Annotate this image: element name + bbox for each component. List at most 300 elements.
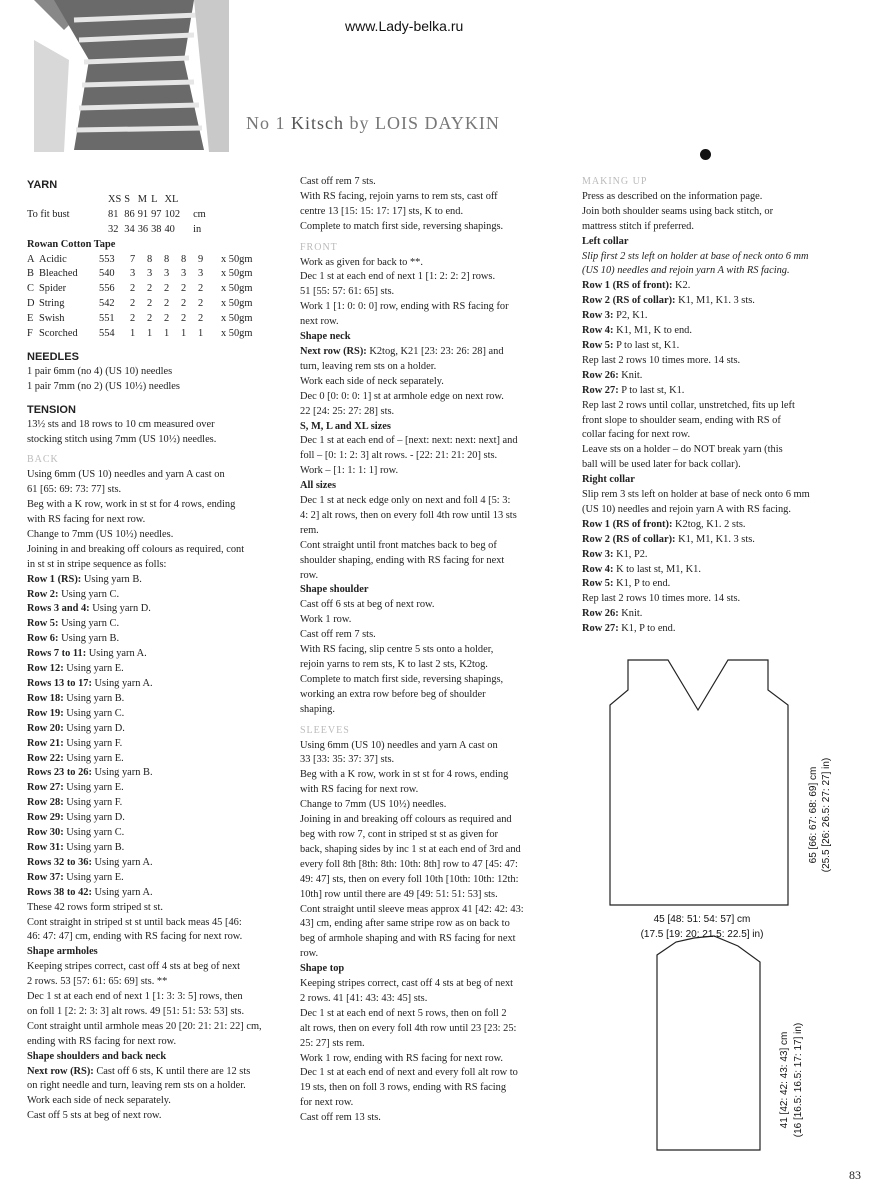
- yarn-size-table: [27, 193, 209, 238]
- text-line: rem.: [300, 524, 319, 536]
- instruction-row: [27, 707, 289, 722]
- quantity: 2: [181, 313, 187, 325]
- instruction-row: [27, 737, 289, 752]
- text-line: row.: [300, 948, 319, 960]
- model-photo: [34, 0, 229, 152]
- stripe-rows: [27, 573, 289, 901]
- next-row-line: [27, 1065, 289, 1080]
- column-2: [300, 175, 562, 1126]
- colour-letter: F: [27, 328, 33, 340]
- colour-row: [27, 267, 255, 282]
- text-line: Beg with a K row, work in st st for 4 rows, ending: [300, 769, 509, 781]
- text-line: turn, leaving rem sts on a holder.: [300, 360, 437, 372]
- text-line: Keeping stripes correct, cast off 4 sts at beg of next: [27, 961, 241, 973]
- text-line: Dec 1 st at each end of next 5 rows, then on foll 2: [300, 1007, 507, 1019]
- text-line: beg of armhole shaping and with RS facing for next: [300, 933, 516, 945]
- colour-code: 554: [99, 328, 115, 340]
- row-label: Row 37:: [27, 871, 64, 883]
- instruction-row: [27, 677, 289, 692]
- text-line: Work 1 [1: 0: 0: 0] row, ending with RS facing for: [300, 301, 509, 313]
- body-width-in-dim: (17.5 [19: 20: 21.5: 22.5] in): [640, 929, 764, 940]
- row-text: Using yarn D.: [89, 603, 151, 615]
- colour-letter: A: [27, 253, 35, 265]
- text-line: Cast off rem 7 sts.: [300, 176, 376, 187]
- shoulders-heading: Shape shoulders and back neck: [27, 1050, 167, 1062]
- row-text: Using yarn B.: [63, 692, 125, 704]
- left-collar-end: [582, 399, 847, 474]
- colour-letter: B: [27, 268, 34, 280]
- instruction-row: [27, 781, 289, 796]
- tension-line: stocking stitch using 7mm (US 10½) needles.: [27, 433, 217, 445]
- bust-unit: cm: [193, 208, 206, 220]
- text-line: With RS facing, rejoin yarns to rem sts, cast off: [300, 190, 498, 202]
- back-continued: [300, 175, 562, 235]
- all-sizes-heading: All sizes: [300, 480, 337, 492]
- site-url: www.Lady-belka.ru: [345, 18, 464, 34]
- quantity: 2: [198, 283, 204, 295]
- bust-in-value: 32: [108, 223, 119, 235]
- text-line: Work each side of neck separately.: [27, 1095, 171, 1107]
- text-line: Dec 1 st at neck edge only on next and foll 4 [5: 3:: [300, 495, 511, 507]
- colour-name: Swish: [39, 313, 65, 325]
- text-line: Complete to match first side, reversing shapings.: [300, 220, 504, 232]
- text-line: back, shaping sides by inc 1 st at each end of 3rd and: [300, 843, 521, 855]
- instruction-row: [27, 662, 289, 677]
- tape-heading: Rowan Cotton Tape: [27, 238, 116, 250]
- text-line: collar facing for next row.: [582, 429, 691, 441]
- size-s: S: [124, 193, 131, 205]
- instruction-row: [27, 573, 289, 588]
- row-label: Row 3:: [582, 548, 614, 560]
- row-text: Using yarn B.: [81, 573, 142, 585]
- bust-unit: in: [193, 223, 202, 235]
- row-label: Row 1 (RS of front):: [582, 280, 673, 292]
- text-line: 61 [65: 69: 73: 77] sts.: [27, 484, 122, 496]
- back-intro: [27, 468, 289, 572]
- body-height-dim: 65 [66: 67: 68: 69] cm: [808, 766, 819, 864]
- quantity: 2: [164, 313, 170, 325]
- armholes-heading: Shape armholes: [27, 946, 98, 958]
- right-collar-rows: [582, 518, 847, 593]
- quantity: 2: [147, 283, 153, 295]
- yarn-heading: YARN: [27, 179, 58, 191]
- text-line: Cont straight until sleeve meas approx 41 [42: 42: 43:: [300, 903, 524, 915]
- text-line: Slip first 2 sts left on holder at base of neck onto 6 mm: [582, 250, 809, 262]
- bust-in-value: 40: [164, 223, 175, 235]
- top-text: [300, 977, 562, 1126]
- row-text: Using yarn D.: [63, 812, 125, 824]
- colour-letter: E: [27, 313, 34, 325]
- quantity: 1: [130, 328, 136, 340]
- row-text: Using yarn F.: [63, 737, 123, 749]
- instruction-row: [27, 811, 289, 826]
- instruction-row: [582, 324, 847, 339]
- left-collar-repeat: Rep last 2 rows 10 times more. 14 sts.: [582, 354, 741, 366]
- row-text: Knit.: [618, 608, 643, 620]
- row-label: Row 30:: [27, 827, 64, 839]
- row-label: Row 22:: [27, 752, 64, 764]
- row-label: Row 5:: [582, 339, 614, 351]
- quantity: 1: [198, 328, 204, 340]
- row-text: Using yarn C.: [58, 618, 120, 630]
- text-line: 25: 27] sts rem.: [300, 1037, 365, 1049]
- title-designer: LOIS DAYKIN: [375, 113, 500, 133]
- instruction-row: [27, 766, 289, 781]
- bust-in-row: [27, 223, 209, 238]
- row-text: Using yarn C.: [63, 707, 125, 719]
- text-line: Dec 1 st at each end of – [next: next: next: next] and: [300, 435, 518, 447]
- bust-in-value: 36: [137, 223, 149, 235]
- bust-cm-value: 86: [124, 208, 135, 220]
- making-up-heading: MAKING UP: [582, 176, 648, 187]
- text-line: Work 1 row.: [300, 614, 352, 626]
- row-label: Row 3:: [582, 310, 614, 322]
- colour-table: [27, 253, 255, 342]
- text-line: Leave sts on a holder – do NOT break yarn (this: [582, 444, 783, 456]
- text-line: beg with row 7, cont in striped st st as given for: [300, 828, 498, 840]
- bust-cm-value: 81: [108, 208, 119, 220]
- left-collar-heading: Left collar: [582, 235, 629, 247]
- instruction-row: [582, 577, 847, 592]
- text-line: every foll 8th [8th: 8th: 10th: 8th] row to 47 [45: 47:: [300, 858, 518, 870]
- colour-row: [27, 327, 255, 342]
- text-line: 43] cm, ending after same stripe row as on back to: [300, 918, 510, 930]
- row-label: Rows 3 and 4:: [27, 603, 90, 615]
- colour-name: Scorched: [39, 328, 78, 340]
- row-label: Row 12:: [27, 663, 64, 675]
- text-line: foll – [0: 1: 2: 3] alt rows. - [22: 21: 21: 20] sts.: [300, 450, 498, 462]
- neck-next-row: [300, 345, 562, 360]
- colour-code: 540: [99, 268, 115, 280]
- text-line: with RS facing for next row.: [300, 784, 419, 796]
- shoulder-text: [300, 598, 562, 717]
- sleeve-length-in-dim: (16 [16.5: 16.5: 17: 17] in): [793, 1022, 804, 1138]
- row-text: K2tog, K1. 2 sts.: [672, 518, 746, 530]
- row-text: Using yarn A.: [91, 856, 153, 868]
- page-number: 83: [849, 1168, 861, 1182]
- sleeves-text: [300, 739, 562, 963]
- row-label: Row 2 (RS of collar):: [582, 533, 676, 545]
- colour-name: Acidic: [39, 253, 67, 265]
- colour-letter: D: [27, 298, 35, 310]
- text-line: 2 rows. 41 [41: 43: 43: 45] sts.: [300, 992, 428, 1004]
- row-label: Row 5:: [582, 578, 614, 590]
- row-text: P to last st, K1.: [613, 339, 680, 351]
- row-text: K1, M1, K1. 3 sts.: [675, 533, 755, 545]
- instruction-row: [27, 871, 289, 886]
- instruction-row: [27, 722, 289, 737]
- row-label: Row 6:: [27, 633, 59, 645]
- text-line: 22 [24: 25: 27: 28] sts.: [300, 405, 395, 417]
- tension-line: 13½ sts and 18 rows to 10 cm measured over: [27, 418, 215, 430]
- text-line: front slope to shoulder seam, ending with RS of: [582, 414, 781, 426]
- quantity: 9: [198, 253, 204, 265]
- pattern-title: [246, 113, 500, 134]
- shoulder-heading: Shape shoulder: [300, 584, 369, 596]
- colour-code: 556: [99, 283, 115, 295]
- bust-cm-value: 97: [151, 208, 162, 220]
- text-line: Cast off 5 sts at beg of next row.: [27, 1110, 162, 1122]
- row-text: Using yarn A.: [86, 648, 147, 660]
- text-line: (US 10) needles and rejoin yarn A with RS facing.: [582, 503, 791, 515]
- neck-heading: Shape neck: [300, 331, 351, 343]
- quantity: 2: [130, 298, 136, 310]
- row-label: Rows 7 to 11:: [27, 648, 87, 660]
- bullet-dot: [700, 149, 711, 160]
- instruction-row: [582, 384, 847, 399]
- instruction-row: [27, 752, 289, 767]
- text-line: 10th] row until there are 49 [49: 51: 51: 53] sts.: [300, 888, 498, 900]
- text-line: 4: 2] alt rows, then on every foll 4th row until 13 sts: [300, 509, 517, 521]
- text-line: rejoin yarns to rem sts, K to last 2 sts, K2tog.: [300, 659, 488, 670]
- instruction-row: [582, 369, 847, 384]
- colour-code: 551: [99, 313, 115, 325]
- row-label: Row 4:: [582, 325, 614, 337]
- text-line: Slip rem 3 sts left on holder at base of neck onto 6 mm: [582, 489, 810, 501]
- row-label: Row 31:: [27, 841, 64, 853]
- row-text: Using yarn B.: [63, 841, 125, 853]
- instruction-row: [582, 548, 847, 563]
- body-width-dim: 45 [48: 51: 54: 57] cm: [653, 914, 751, 925]
- quantity-unit: x 50gm: [221, 268, 253, 280]
- body-height-in-dim: (25.5 [26: 26.5: 27: 27] in): [821, 757, 832, 873]
- right-collar-repeat: Rep last 2 rows 10 times more. 14 sts.: [582, 593, 741, 605]
- instruction-row: [27, 856, 289, 871]
- smlxl-heading: S, M, L and XL sizes: [300, 420, 391, 432]
- front-heading: FRONT: [300, 241, 338, 253]
- colour-label: [27, 297, 130, 312]
- text-line: Using 6mm (US 10) needles and yarn A cast on: [27, 469, 225, 481]
- text-line: 2 rows. 53 [57: 61: 65: 69] sts. **: [27, 976, 168, 988]
- row-label: Row 2 (RS of collar):: [582, 295, 676, 307]
- text-line: shoulder shaping, ending with RS facing for next: [300, 554, 505, 566]
- instruction-row: [27, 588, 289, 603]
- row-label: Rows 13 to 17:: [27, 678, 92, 689]
- row-label: Row 20:: [27, 722, 64, 734]
- quantity: 3: [164, 268, 170, 280]
- quantity: 3: [130, 268, 136, 280]
- text-line: Rep last 2 rows until collar, unstretched, fits up left: [582, 399, 795, 411]
- text-line: Cast off rem 13 sts.: [300, 1112, 381, 1124]
- size-row: [27, 193, 209, 208]
- left-collar-rows: [582, 279, 847, 354]
- quantity: 7: [130, 253, 136, 265]
- quantity: 2: [181, 298, 187, 310]
- text-line: for next row.: [300, 1097, 354, 1109]
- quantity: 1: [164, 328, 170, 340]
- text-line: Cast off 6 sts at beg of next row.: [300, 599, 435, 611]
- row-label: Row 27:: [27, 782, 64, 794]
- instruction-row: [27, 841, 289, 856]
- row-label: Rows 23 to 26:: [27, 767, 92, 779]
- quantity: 2: [130, 283, 136, 295]
- making-up-text: [582, 190, 847, 235]
- title-number: No 1: [246, 113, 291, 133]
- row-label: Row 1 (RS):: [27, 573, 82, 585]
- quantity-unit: x 50gm: [221, 328, 253, 340]
- text-line: Work each side of neck separately.: [300, 375, 444, 387]
- text-line: Keeping stripes correct, cast off 4 sts at beg of next: [300, 978, 514, 990]
- quantity: 2: [147, 313, 153, 325]
- text-line: ending with RS facing for next row.: [27, 1035, 177, 1047]
- row-label: Row 19:: [27, 707, 64, 719]
- size-m: M: [137, 193, 147, 205]
- row-label: Row 18:: [27, 692, 64, 704]
- text-line: Dec 1 st at each end of next 1 [1: 3: 3: 5] rows, then: [27, 991, 243, 1003]
- text-line: next row.: [300, 316, 339, 328]
- text-line: 46: 47: 47] cm, ending with RS facing for next row.: [27, 931, 243, 943]
- text-line: Joining in and breaking off colours as required and: [300, 814, 512, 826]
- right-collar-heading: Right collar: [582, 474, 635, 486]
- next-row-label: Next row (RS):: [27, 1065, 94, 1077]
- right-collar-rows-2: [582, 607, 847, 637]
- size-xl: XL: [164, 193, 179, 205]
- row-label: Row 28:: [27, 797, 64, 809]
- text-line: 51 [55: 57: 61: 65] sts.: [300, 286, 395, 298]
- colour-name: Bleached: [39, 268, 78, 280]
- body-outline: [610, 660, 788, 905]
- quantity: 1: [181, 328, 187, 340]
- colour-label: [27, 282, 130, 297]
- row-text: K1, P to end.: [613, 578, 671, 590]
- row-text: K2.: [672, 280, 691, 292]
- colour-label: [27, 327, 130, 342]
- row-text: Using yarn F.: [63, 797, 123, 809]
- colour-code: 553: [99, 253, 115, 265]
- text-line: working an extra row before beg of shoulder: [300, 688, 486, 700]
- text-line: Work – [1: 1: 1: 1] row.: [300, 465, 399, 477]
- quantity-unit: x 50gm: [221, 298, 253, 310]
- quantity-unit: x 50gm: [221, 253, 253, 265]
- text-line: Dec 1 st at each end of next and every foll alt row to: [300, 1067, 518, 1079]
- colour-letter: C: [27, 283, 34, 295]
- bust-in-value: 38: [151, 223, 162, 235]
- back-heading: BACK: [27, 454, 59, 466]
- quantity: 2: [130, 313, 136, 325]
- armholes-text: [27, 960, 289, 1049]
- text-line: Work as given for back to **.: [300, 256, 423, 268]
- row-label: Row 29:: [27, 812, 64, 824]
- quantity: 3: [147, 268, 153, 280]
- text-line: Cont straight until front matches back to beg of: [300, 539, 497, 551]
- quantity: 2: [164, 283, 170, 295]
- sleeves-heading: SLEEVES: [300, 724, 350, 736]
- row-text: P2, K1.: [613, 310, 648, 322]
- text-line: alt rows, then on every foll 4th row until 23 [23: 25:: [300, 1022, 517, 1034]
- instruction-row: [582, 339, 847, 354]
- row-text: Using yarn E.: [63, 663, 124, 675]
- text-line: With RS facing, slip centre 5 sts onto a holder,: [300, 644, 494, 656]
- row-text: Using yarn B.: [58, 633, 120, 645]
- colour-row: [27, 297, 255, 312]
- row-label: Row 21:: [27, 737, 64, 749]
- right-collar-intro: [582, 488, 847, 518]
- quantity: 3: [198, 268, 204, 280]
- row-label: Row 2:: [27, 588, 59, 600]
- row-label: Row 4:: [582, 563, 614, 575]
- instruction-row: [582, 294, 847, 309]
- text-line: Joining in and breaking off colours as required, cont: [27, 543, 245, 555]
- row-text: Using yarn C.: [58, 588, 120, 600]
- text-line: centre 13 [15: 15: 17: 17] sts, K to end.: [300, 205, 464, 217]
- text-line: Using 6mm (US 10) needles and yarn A cast on: [300, 739, 498, 751]
- quantity: 8: [164, 253, 170, 265]
- size-xs: XS: [108, 193, 122, 205]
- front-text: [300, 256, 562, 331]
- colour-row: [27, 253, 255, 268]
- instruction-row: [27, 647, 289, 662]
- colour-row: [27, 312, 255, 327]
- bust-in-value: 34: [124, 223, 135, 235]
- title-by: by: [344, 113, 375, 133]
- quantity: 2: [164, 298, 170, 310]
- needles-heading: NEEDLES: [27, 350, 79, 363]
- row-label: Rows 32 to 36:: [27, 856, 92, 868]
- neck-text: [300, 360, 562, 420]
- row-label: Row 1 (RS of front):: [582, 518, 673, 530]
- colour-row: [27, 282, 255, 297]
- instruction-row: [582, 622, 847, 637]
- quantity: 3: [181, 268, 187, 280]
- instruction-row: [582, 279, 847, 294]
- text-line: Complete to match first side, reversing shapings,: [300, 673, 504, 685]
- sleeve-length-dim: 41 [42: 42: 43: 43] cm: [779, 1031, 790, 1129]
- colour-label: [27, 253, 130, 268]
- text-line: row.: [300, 569, 319, 581]
- row-text: K1, M1, K1. 3 sts.: [675, 295, 755, 307]
- row-text: P to last st, K1.: [618, 384, 685, 396]
- instruction-row: [27, 886, 289, 901]
- column-3: [582, 175, 847, 637]
- text-line: shaping.: [300, 703, 335, 715]
- text-line: These 42 rows form striped st st.: [27, 901, 163, 913]
- next-row-text: Cast off 6 sts, K until there are 12 sts: [93, 1065, 251, 1077]
- quantity: 2: [181, 283, 187, 295]
- quantity: 2: [198, 313, 204, 325]
- colour-label: [27, 312, 130, 327]
- instruction-row: [582, 309, 847, 324]
- text-line: Change to 7mm (US 10½) needles.: [300, 799, 447, 811]
- text-line: (US 10) needles and rejoin yarn A with RS facing.: [582, 265, 790, 277]
- row-text: Using yarn C.: [63, 827, 125, 839]
- title-name: Kitsch: [291, 113, 344, 133]
- quantity-unit: x 50gm: [221, 313, 253, 325]
- text-line: 33 [33: 35: 37: 37] sts.: [300, 754, 395, 766]
- needles-line: 1 pair 7mm (no 2) (US 10½) needles: [27, 380, 180, 392]
- row-text: Using yarn B.: [91, 767, 153, 779]
- quantity-unit: x 50gm: [221, 283, 253, 295]
- bust-cm-value: 91: [137, 208, 149, 220]
- left-collar-rows-2: [582, 369, 847, 399]
- quantity: 8: [181, 253, 187, 265]
- bust-cm-row: [27, 208, 209, 223]
- text-line: Cast off rem 7 sts.: [300, 629, 376, 641]
- instruction-row: [27, 617, 289, 632]
- instruction-row: [27, 602, 289, 617]
- row-text: K1, P to end.: [618, 623, 676, 635]
- text-line: Cont straight in striped st st until back meas 45 [46:: [27, 916, 242, 928]
- instruction-row: [582, 563, 847, 578]
- row-label: Rows 38 to 42:: [27, 886, 92, 898]
- row-label: Row 26:: [582, 608, 619, 620]
- instruction-row: [27, 632, 289, 647]
- text-line: Press as described on the information page.: [582, 190, 763, 202]
- tension-heading: TENSION: [27, 403, 76, 416]
- instruction-row: [27, 826, 289, 841]
- bust-cm-value: 102: [164, 208, 181, 220]
- top-heading: Shape top: [300, 963, 345, 975]
- neck-next-row-text: K2tog, K21 [23: 23: 26: 28] and: [366, 345, 504, 357]
